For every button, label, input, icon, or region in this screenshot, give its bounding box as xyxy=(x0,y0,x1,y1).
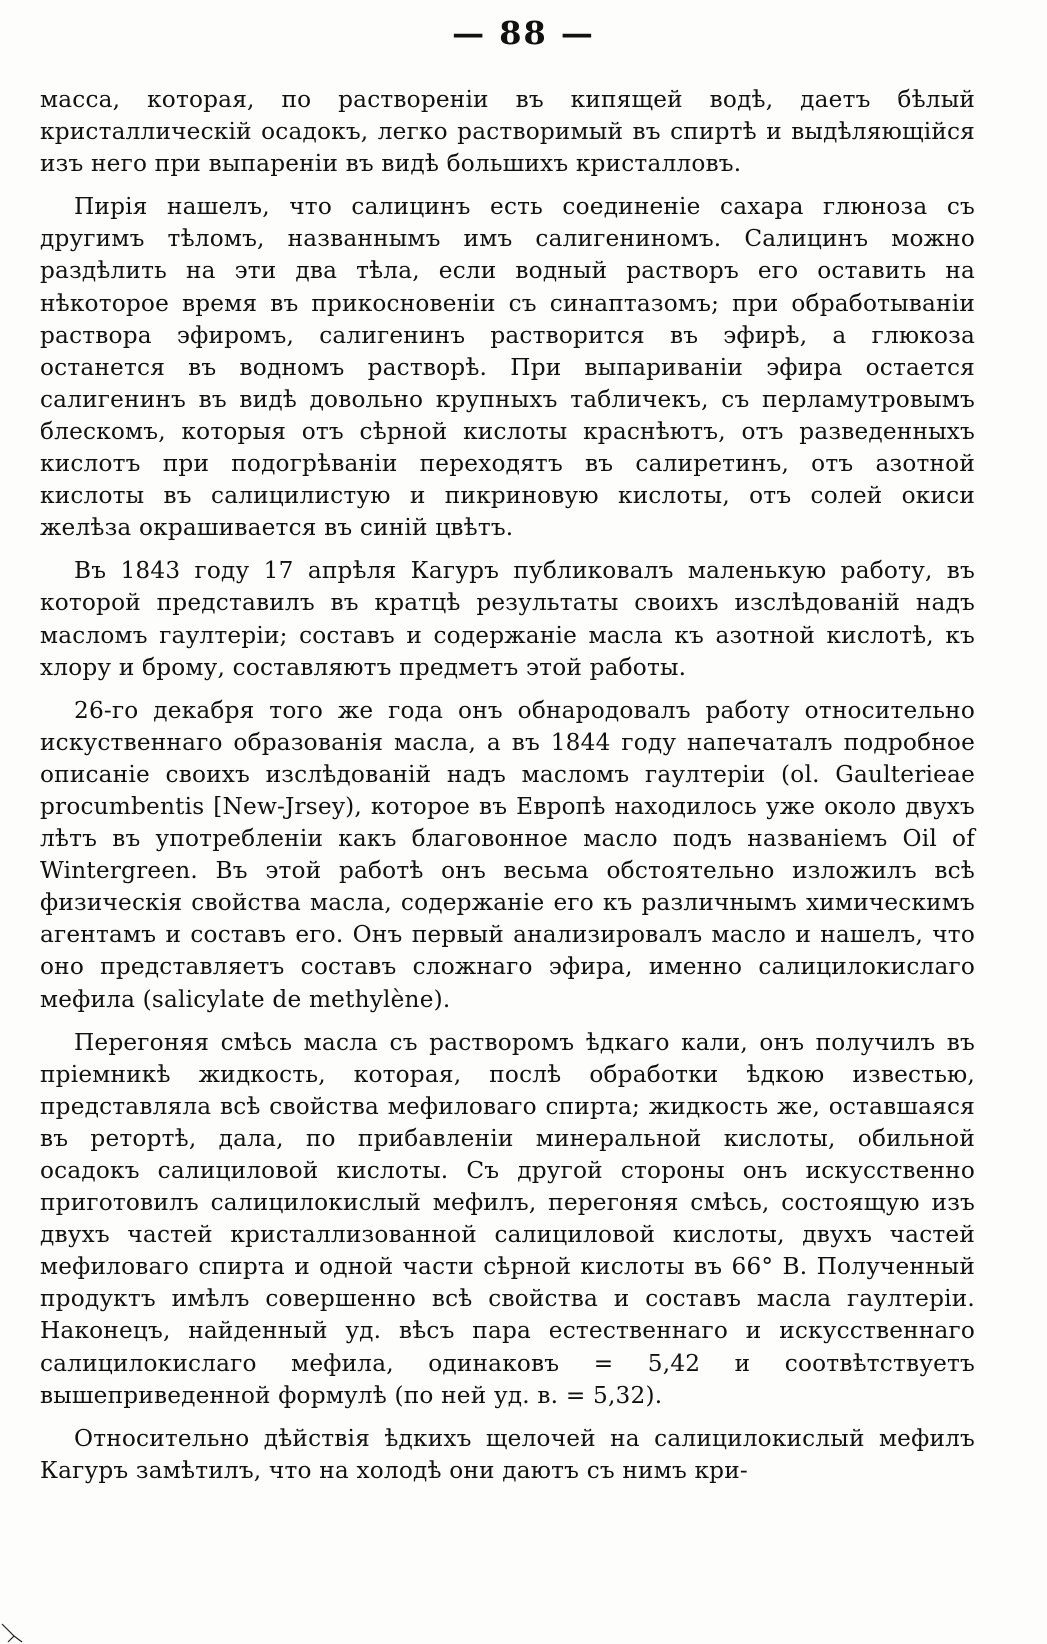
scan-corner-mark xyxy=(0,1622,28,1644)
paragraph-wintergreen-oil: 26-го декабря того же года онъ обнародовалъ работу относительно искуственнаго образованія масла, а въ 1844 году напечаталъ подробное описаніе своихъ изслѣдованій надъ масломъ гаултеріи (ol. Gaulterieae procumbentis [New-Jrsey), которое въ Европѣ находилось уже около двухъ лѣтъ въ употребленіи какъ благовонное масло подъ названіемъ Oil of Wintergreen. Въ этой работѣ онъ весьма обстоятельно изложилъ всѣ физическія свойства масла, содержаніе его къ различнымъ химическимъ агентамъ и составъ его. Онъ первый анализировалъ масло и нашелъ, что оно представляетъ составъ сложнаго эфира, именно салицилокислаго мефила (salicylate de methylène). xyxy=(40,696,975,1013)
page-number: — 88 — xyxy=(452,14,595,52)
paragraph-distillation: Перегоняя смѣсь масла съ растворомъ ѣдкаго кали, онъ получилъ въ пріемникѣ жидкость, которая, послѣ обработки ѣдкою известью, представляла всѣ свойства мефиловаго спирта; жидкость же, оставшаяся въ ретортѣ, дала, по прибавленіи минеральной кислоты, обильной осадокъ салициловой кислоты. Съ другой стороны онъ искусственно приготовилъ салицилокислый мефилъ, перегоняя смѣсь, состоящую изъ двухъ частей кристаллизованной салициловой кислоты, двухъ частей мефиловаго спирта и одной части сѣрной кислоты въ 66° В. Полученный продуктъ имѣлъ совершенно всѣ свойства и составъ масла гаултеріи. Наконецъ, найденный уд. вѣсъ пара естественнаго и искусственнаго салицилокислаго мефила, одинаковъ = 5,42 и соотвѣтствуетъ вышеприведенной формулѣ (по ней уд. в. = 5,32). xyxy=(40,1028,975,1409)
paragraph-continuation: масса, которая, по раствореніи въ кипящей водѣ, даетъ бѣлый кристаллическій осадокъ, легко растворимый въ спиртѣ и выдѣляющійся изъ него при выпареніи въ видѣ большихъ кристалловъ. xyxy=(40,86,975,178)
paragraph-cahours-1843: Въ 1843 году 17 апрѣля Кагуръ публиковалъ маленькую работу, въ которой представилъ въ кратцѣ результаты своихъ изслѣдованій надъ масломъ гаултеріи; составъ и содержаніе масла къ азотной кислотѣ, къ хлору и брому, составляютъ предметъ этой работы. xyxy=(40,557,975,681)
page-text xyxy=(40,84,975,1498)
paragraph-piria-salicin: Пирія нашелъ, что салицинъ есть соединеніе сахара глюноза съ другимъ тѣломъ, названнымъ имъ салигениномъ. Салицинъ можно раздѣлить на эти два тѣла, если водный растворъ его оставить на нѣкоторое время въ прикосновеніи съ синаптазомъ; при обработываніи раствора эфиромъ, салигенинъ растворится въ эфирѣ, а глюкоза останется въ водномъ растворѣ. При выпариваніи эфира остается салигенинъ въ видѣ довольно крупныхъ табличекъ, съ перламутровымъ блескомъ, которыя отъ сѣрной кислоты краснѣютъ, отъ разведенныхъ кислотъ при подогрѣваніи переходятъ въ салиретинъ, отъ азотной кислоты въ салицилистую и пикриновую кислоты, отъ солей окиси желѣза окрашивается въ синій цвѣтъ. xyxy=(40,193,975,542)
paragraph-alkali-action: Относительно дѣйствія ѣдкихъ щелочей на салицилокислый мефилъ Кагуръ замѣтилъ, что на холодѣ они даютъ съ нимъ кри- xyxy=(40,1424,975,1484)
